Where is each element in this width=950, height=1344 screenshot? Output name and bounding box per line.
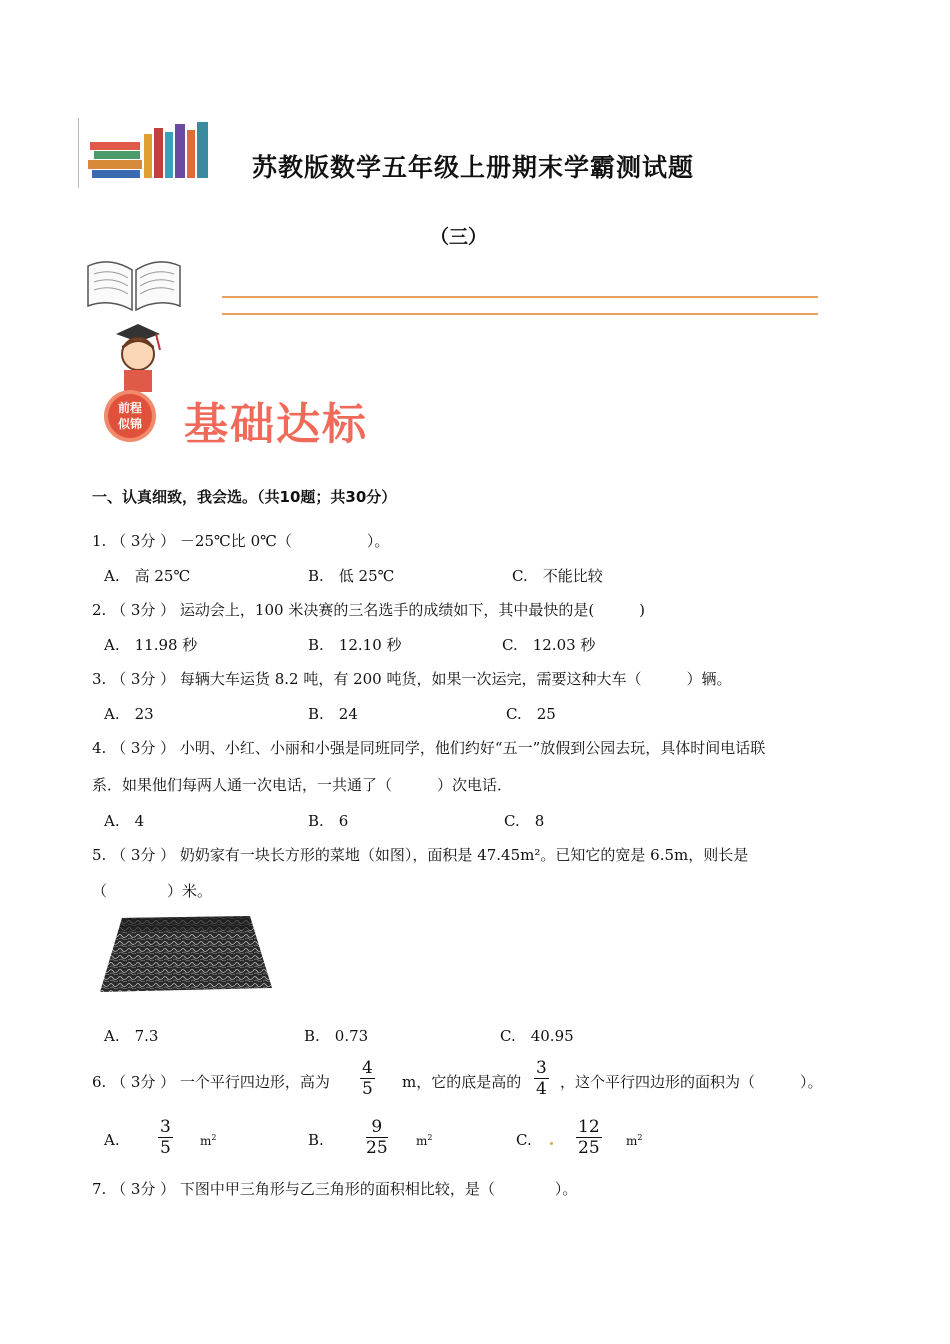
question-1-option-a[interactable]: A. 高 25℃ xyxy=(104,567,191,585)
question-6-fraction-ratio xyxy=(534,1058,549,1099)
fraction-numerator: 4 xyxy=(362,1058,373,1078)
section-heading: 一、认真细致，我会选。（共10题；共30分） xyxy=(92,488,397,506)
books-icon xyxy=(88,120,212,180)
badge-text-bottom: 似锦 xyxy=(117,417,143,431)
fraction-numerator: 12 xyxy=(578,1117,600,1137)
question-3-option-a[interactable]: A. 23 xyxy=(104,705,154,723)
question-6-option-a-fraction[interactable] xyxy=(158,1117,173,1158)
question-6-option-c-fraction[interactable] xyxy=(576,1117,602,1158)
page-subtitle: （三） xyxy=(430,226,488,248)
fraction-numerator: 9 xyxy=(371,1117,383,1137)
question-5-stem: 5. （ 3分 ） 奶奶家有一块长方形的菜地（如图），面积是 47.45m²。已知它的宽是 6.5m，则长是 xyxy=(92,846,749,864)
question-4-option-b[interactable]: B. 6 xyxy=(308,812,349,830)
question-7-stem: 7. （ 3分 ） 下图中甲三角形与乙三角形的面积相比较，是（ ）。 xyxy=(92,1180,578,1198)
question-5-option-b[interactable]: B. 0.73 xyxy=(304,1027,369,1045)
badge-text-top: 前程 xyxy=(117,401,143,415)
open-book-icon xyxy=(84,252,184,316)
question-5-option-a[interactable]: A. 7.3 xyxy=(104,1027,159,1045)
question-4-stem-cont: 系．如果他们每两人通一次电话，一共通了（ ）次电话． xyxy=(92,776,513,794)
question-6-option-b-fraction[interactable] xyxy=(366,1117,388,1158)
question-6-option-c-label[interactable]: C. xyxy=(516,1131,532,1149)
question-6-option-a-label[interactable]: A. xyxy=(104,1131,120,1149)
question-3-option-b[interactable]: B. 24 xyxy=(308,705,358,723)
stray-dot xyxy=(550,1142,553,1145)
fraction-denominator: 4 xyxy=(536,1079,547,1099)
student-mascot-icon xyxy=(86,320,186,444)
question-2-option-a[interactable]: A. 11.98 秒 xyxy=(104,636,198,654)
question-5-option-c[interactable]: C. 40.95 xyxy=(500,1027,574,1045)
fraction-numerator: 3 xyxy=(160,1117,171,1137)
question-1-option-b[interactable]: B. 低 25℃ xyxy=(308,567,395,585)
question-3-stem: 3. （ 3分 ） 每辆大车运货 8.2 吨，有 200 吨货，如果一次运完，需要这种大车（ ）辆。 xyxy=(92,670,732,688)
question-2-option-c[interactable]: C. 12.03 秒 xyxy=(502,636,596,654)
question-6-stem-part3: ，这个平行四边形的面积为（ ）。 xyxy=(560,1073,823,1091)
section-banner: 基础达标 xyxy=(184,399,368,450)
question-6-option-b-unit: $m^2$ xyxy=(416,1133,433,1148)
question-6-fraction-height xyxy=(360,1058,375,1099)
fraction-numerator: 3 xyxy=(536,1058,547,1078)
margin-rule xyxy=(78,118,79,188)
question-4-option-a[interactable]: A. 4 xyxy=(104,812,145,830)
question-6-option-c-unit: $m^2$ xyxy=(626,1133,643,1148)
question-2-stem: 2. （ 3分 ） 运动会上，100 米决赛的三名选手的成绩如下，其中最快的是( ) xyxy=(92,601,646,619)
vegetable-plot-image xyxy=(100,912,272,994)
question-1-option-c[interactable]: C. 不能比较 xyxy=(512,567,603,585)
question-4-stem: 4. （ 3分 ） 小明、小红、小丽和小强是同班同学，他们约好“五一”放假到公园去玩，具体时间电话联 xyxy=(92,739,766,757)
fraction-denominator: 5 xyxy=(160,1138,171,1158)
question-6-stem-part1: 6. （ 3分 ） 一个平行四边形，高为 xyxy=(92,1073,330,1091)
question-4-option-c[interactable]: C. 8 xyxy=(504,812,545,830)
title-rule-top xyxy=(222,296,818,298)
question-6-option-b-label[interactable]: B. xyxy=(308,1131,324,1149)
fraction-denominator: 25 xyxy=(366,1138,388,1158)
question-5-stem-cont: （ ）米。 xyxy=(92,882,213,900)
question-3-option-c[interactable]: C. 25 xyxy=(506,705,556,723)
question-1-stem: 1. （ 3分 ） －25℃比 0℃（ ）。 xyxy=(92,532,390,550)
question-6-stem-part2: m，它的底是高的 xyxy=(402,1073,522,1091)
fraction-denominator: 5 xyxy=(362,1079,373,1099)
question-2-option-b[interactable]: B. 12.10 秒 xyxy=(308,636,402,654)
question-6-option-a-unit: $m^2$ xyxy=(200,1133,217,1148)
fraction-denominator: 25 xyxy=(578,1138,600,1158)
title-rule-bottom xyxy=(222,313,818,315)
page-title: 苏教版数学五年级上册期末学霸测试题 xyxy=(252,153,695,182)
